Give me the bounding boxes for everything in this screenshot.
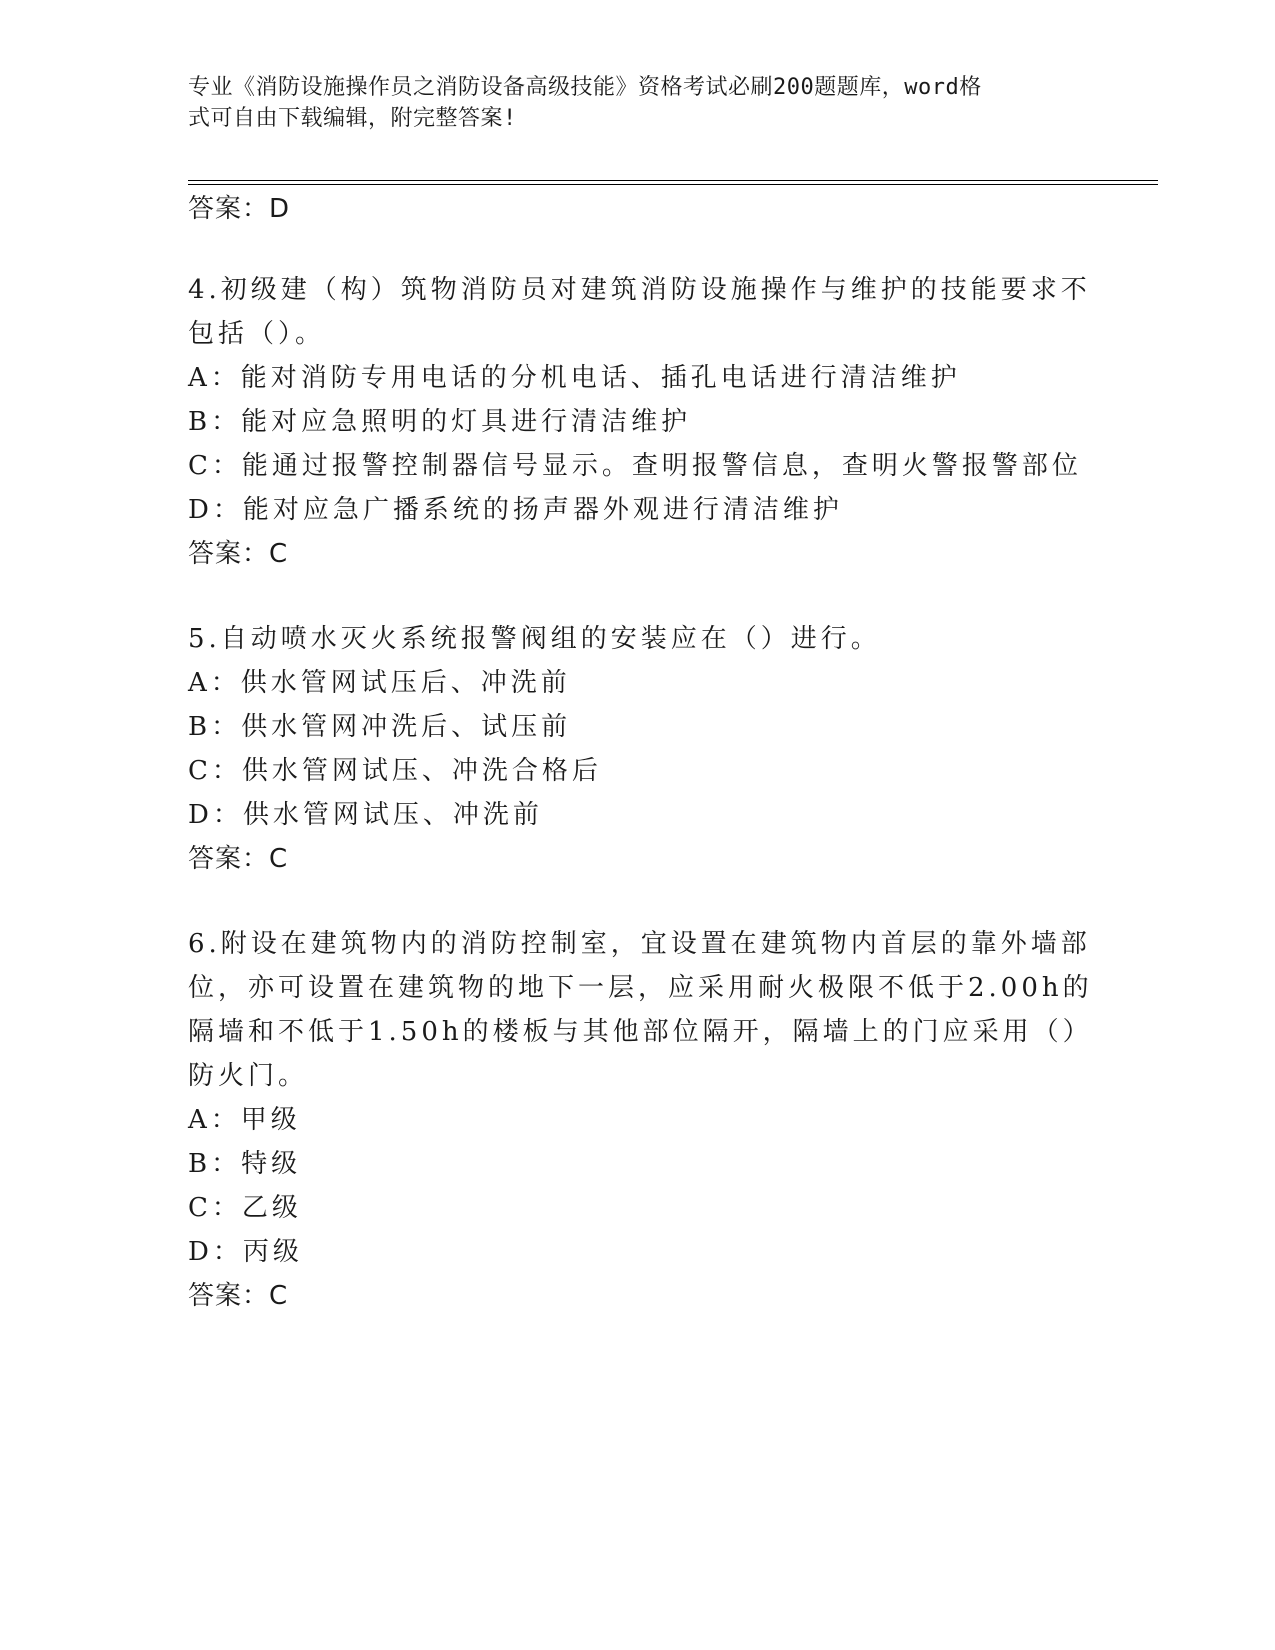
option-d: D：丙级	[188, 1237, 303, 1267]
question-stem-line: 防火门。	[188, 1061, 309, 1091]
question-stem-line: 包括（）。	[188, 319, 326, 349]
answer: 答案：C	[188, 844, 289, 874]
question-stem-line: 5.自动喷水灭火系统报警阀组的安装应在（）进行。	[188, 624, 881, 654]
answer: 答案：C	[188, 539, 289, 569]
document-header	[188, 72, 1068, 134]
option-a: A：能对消防专用电话的分机电话、插孔电话进行清洁维护	[188, 363, 961, 393]
option-d: D：能对应急广播系统的扬声器外观进行清洁维护	[188, 495, 843, 525]
header-line-2: 式可自由下载编辑，附完整答案!	[188, 106, 517, 131]
option-c: C：供水管网试压、冲洗合格后	[188, 756, 602, 786]
option-b: B：特级	[188, 1149, 302, 1179]
question-stem-line: 4.初级建（构）筑物消防员对建筑消防设施操作与维护的技能要求不	[188, 275, 1091, 305]
option-b: B：能对应急照明的灯具进行清洁维护	[188, 407, 692, 437]
previous-answer: 答案：D	[188, 194, 291, 224]
option-d: D：供水管网试压、冲洗前	[188, 800, 543, 830]
option-a: A：甲级	[188, 1105, 301, 1135]
header-divider-top	[188, 180, 1158, 181]
answer: 答案：C	[188, 1281, 289, 1311]
option-c: C：乙级	[188, 1193, 302, 1223]
option-a: A：供水管网试压后、冲洗前	[188, 668, 571, 698]
option-c: C：能通过报警控制器信号显示。查明报警信息，查明火警报警部位	[188, 451, 1082, 481]
question-stem-line: 位，亦可设置在建筑物的地下一层，应采用耐火极限不低于2.00h的	[188, 973, 1093, 1003]
header-divider-bottom	[188, 184, 1158, 185]
header-line-1: 专业《消防设施操作员之消防设备高级技能》资格考试必刷200题题库，word格	[188, 75, 982, 100]
question-stem-line: 隔墙和不低于1.50h的楼板与其他部位隔开，隔墙上的门应采用（）	[188, 1017, 1093, 1047]
question-stem-line: 6.附设在建筑物内的消防控制室，宜设置在建筑物内首层的靠外墙部	[188, 929, 1091, 959]
option-b: B：供水管网冲洗后、试压前	[188, 712, 572, 742]
